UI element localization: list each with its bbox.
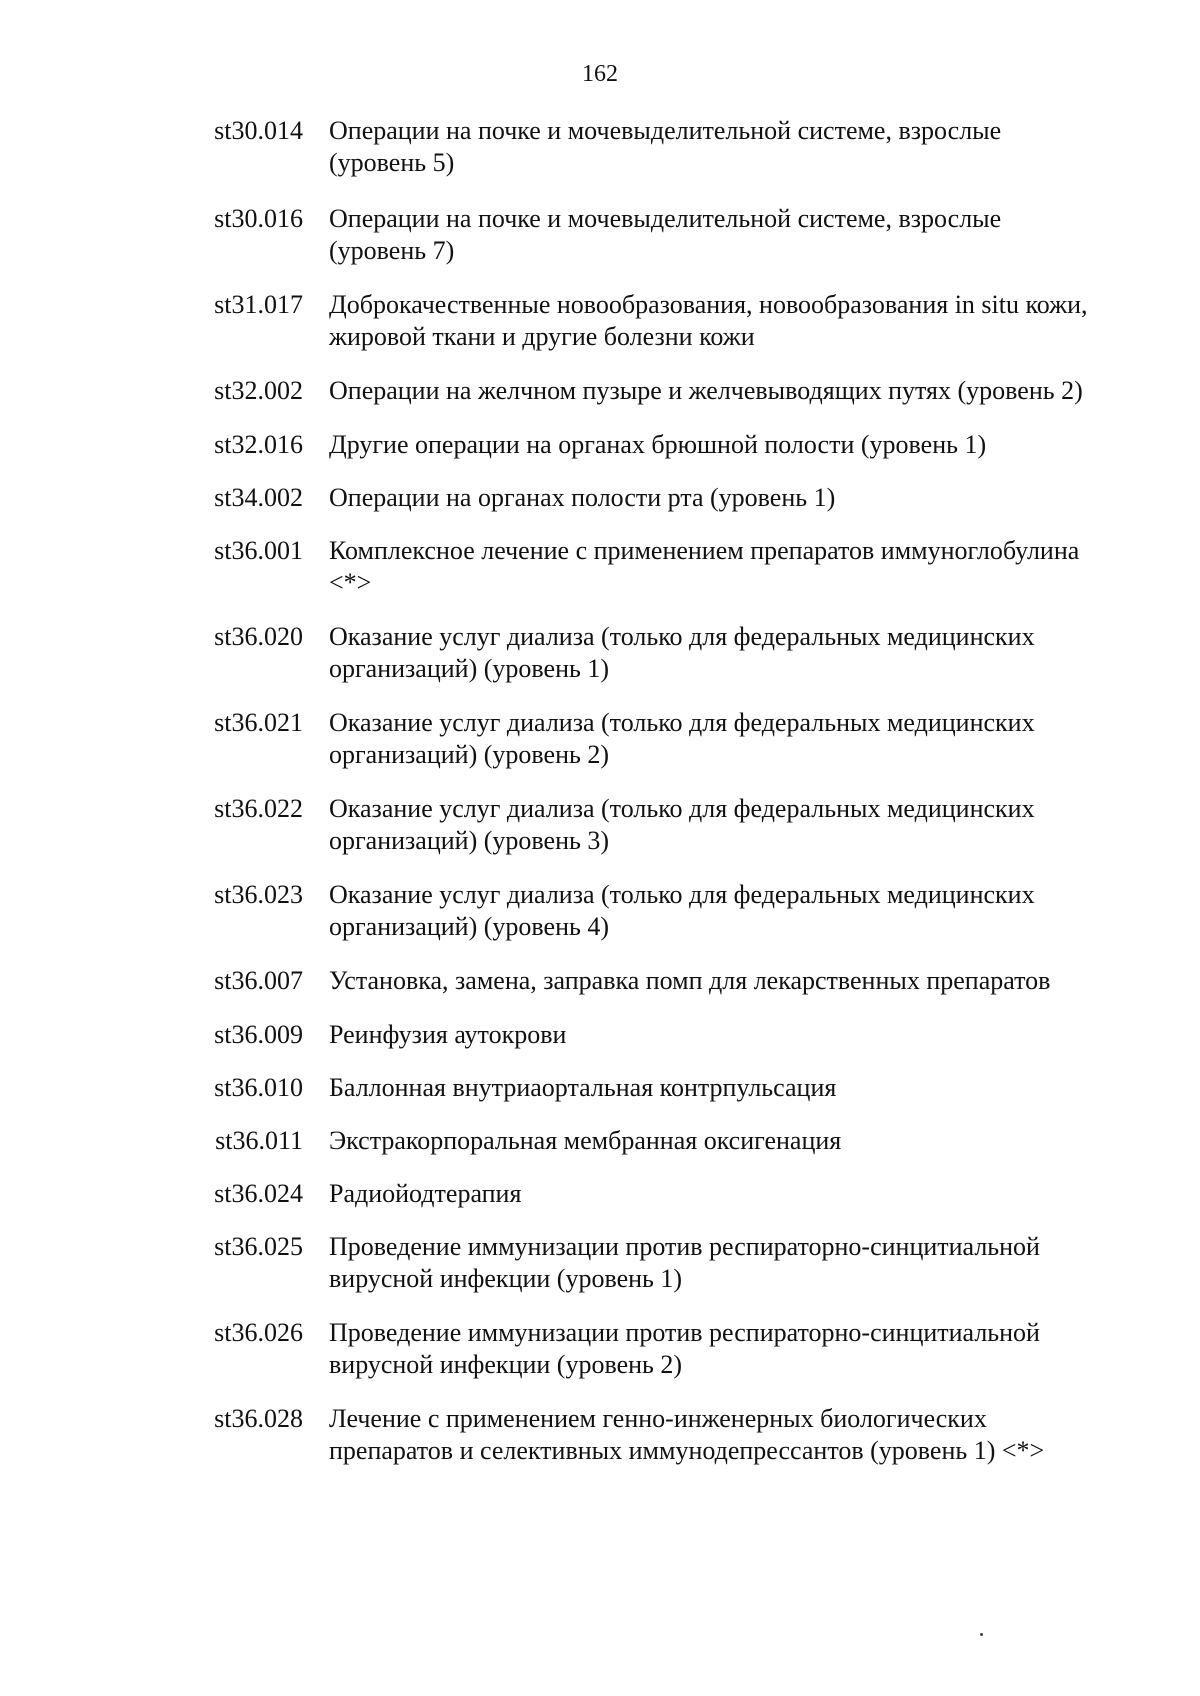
entry-description: Оказание услуг диализа (только для федеральных медицинских организаций) (уровень 1) [329, 622, 1035, 683]
entry-code: st36.001 [214, 536, 303, 565]
list-item [175, 1072, 1105, 1104]
entry-code: st30.014 [214, 116, 303, 145]
entry-description: Операции на почке и мочевыделительной системе, взрослые (уровень 5) [329, 116, 1002, 177]
entry-code: st36.022 [214, 794, 303, 823]
entry-code: st36.023 [214, 880, 303, 909]
entry-description: Проведение иммунизации против респираторно-синцитиальной вирусной инфекции (уровень 2) [329, 1318, 1040, 1379]
entry-description: Оказание услуг диализа (только для федеральных медицинских организаций) (уровень 4) [329, 880, 1035, 941]
list-item [175, 879, 1105, 943]
entry-description: Комплексное лечение с применением препаратов иммуноглобулина <*> [329, 536, 1080, 597]
entry-description: Реинфузия аутокрови [329, 1020, 567, 1049]
entry-code: st34.002 [214, 483, 303, 512]
entry-code: st30.016 [214, 204, 303, 233]
list-item [175, 115, 1105, 179]
list-item [175, 429, 1105, 461]
entry-code: st36.007 [214, 966, 303, 995]
entry-code: st36.028 [214, 1404, 303, 1433]
list-item [175, 375, 1105, 407]
entry-description: Лечение с применением генно-инженерных биологических препаратов и селективных иммунодепрессантов (уровень 1) <*> [329, 1404, 1045, 1465]
entry-code: st36.025 [214, 1232, 303, 1261]
entry-description: Операции на желчном пузыре и желчевыводящих путях (уровень 2) [329, 376, 1083, 405]
entry-description: Доброкачественные новообразования, новообразования in situ кожи, жировой ткани и другие болезни кожи [329, 290, 1088, 351]
scan-dot [980, 1633, 983, 1636]
entry-description: Установка, замена, заправка помп для лекарственных препаратов [329, 966, 1051, 995]
entry-code: st36.009 [214, 1020, 303, 1049]
entry-description: Другие операции на органах брюшной полости (уровень 1) [329, 430, 987, 459]
entry-code: st36.024 [214, 1179, 303, 1208]
list-item [175, 621, 1105, 685]
entry-description: Экстракорпоральная мембранная оксигенация [329, 1126, 842, 1155]
entry-description: Оказание услуг диализа (только для федеральных медицинских организаций) (уровень 2) [329, 708, 1035, 769]
list-item [175, 1403, 1105, 1467]
list-item [175, 535, 1105, 599]
list-item [175, 707, 1105, 771]
entry-description: Проведение иммунизации против респираторно-синцитиальной вирусной инфекции (уровень 1) [329, 1232, 1040, 1293]
entry-code: st31.017 [214, 290, 303, 319]
list-item [175, 203, 1105, 267]
entry-code: st36.010 [214, 1073, 303, 1102]
entry-code: st36.011 [215, 1126, 303, 1155]
entry-description: Баллонная внутриаортальная контрпульсация [329, 1073, 837, 1102]
list-item [175, 1231, 1105, 1295]
entry-code: st32.016 [214, 430, 303, 459]
list-item [175, 482, 1105, 514]
list-item [175, 793, 1105, 857]
entry-code: st36.026 [214, 1318, 303, 1347]
entry-list [175, 115, 1105, 1467]
page-number: 162 [582, 61, 618, 87]
entry-description: Радиойодтерапия [329, 1179, 522, 1208]
entry-code: st36.021 [214, 708, 303, 737]
entry-code: st32.002 [214, 376, 303, 405]
entry-description: Операции на органах полости рта (уровень 1) [329, 483, 836, 512]
entry-description: Оказание услуг диализа (только для федеральных медицинских организаций) (уровень 3) [329, 794, 1035, 855]
list-item [175, 1317, 1105, 1381]
entry-description: Операции на почке и мочевыделительной системе, взрослые (уровень 7) [329, 204, 1002, 265]
list-item [175, 965, 1105, 997]
list-item [175, 1125, 1105, 1157]
list-item [175, 1178, 1105, 1210]
entry-code: st36.020 [214, 622, 303, 651]
list-item [175, 1019, 1105, 1051]
list-item [175, 289, 1105, 353]
